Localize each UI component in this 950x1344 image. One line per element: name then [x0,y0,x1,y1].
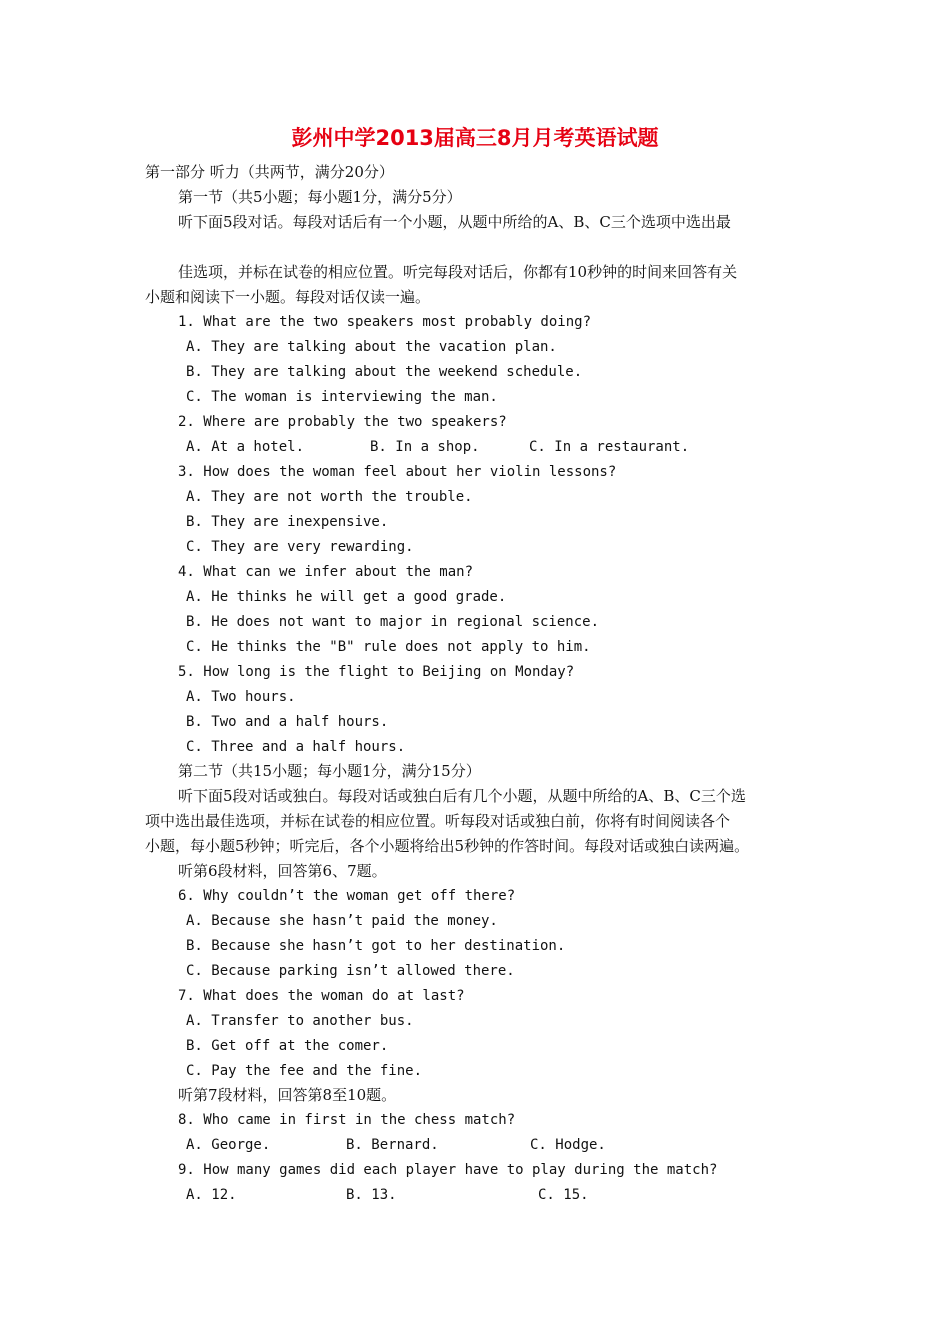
section1-intro-line3: 小题和阅读下一小题。每段对话仅读一遍。 [145,288,431,306]
question-2-option-a: A. At a hotel. [186,439,305,455]
question-2-option-c: C. In a restaurant. [529,439,690,455]
question-7-option-a: A. Transfer to another bus. [186,1013,414,1029]
section1-intro-line2: 佳选项，并标在试卷的相应位置。听完每段对话后，你都有10秒钟的时间来回答有关 [178,263,738,281]
question-6: 6. Why couldn’t the woman get off there? [178,888,516,904]
section2-intro-line2: 项中选出最佳选项，并标在试卷的相应位置。听每段对话或独白前，你将有时间阅读各个 [145,812,731,830]
question-3-option-b: B. They are inexpensive. [186,514,389,530]
section2-intro-line1: 听下面5段对话或独白。每段对话或独白后有几个小题，从题中所给的A、B、C三个选 [178,787,746,805]
question-5-option-a: A. Two hours. [186,689,296,705]
question-3-option-c: C. They are very rewarding. [186,539,414,555]
question-1-option-a: A. They are talking about the vacation plan. [186,339,557,355]
question-6-option-b: B. Because she hasn’t got to her destination. [186,938,566,954]
question-2: 2. Where are probably the two speakers? [178,414,507,430]
question-5-option-c: C. Three and a half hours. [186,739,406,755]
question-3: 3. How does the woman feel about her violin lessons? [178,464,617,480]
question-2-option-b: B. In a shop. [370,439,480,455]
part1-heading: 第一部分 听力（共两节，满分20分） [145,163,394,181]
section1-heading: 第一节（共5小题；每小题1分，满分5分） [178,188,462,206]
question-7-option-c: C. Pay the fee and the fine. [186,1063,423,1079]
exam-title: 彭州中学2013届高三8月月考英语试题 [291,126,659,150]
question-4-option-b: B. He does not want to major in regional science. [186,614,600,630]
question-1-option-b: B. They are talking about the weekend schedule. [186,364,583,380]
question-6-option-c: C. Because parking isn’t allowed there. [186,963,515,979]
question-4-option-c: C. He thinks the "B" rule does not apply to him. [186,639,591,655]
section2-intro-line3: 小题，每小题5秒钟；听完后，各个小题将给出5秒钟的作答时间。每段对话或独白读两遍。 [145,837,750,855]
question-4: 4. What can we infer about the man? [178,564,474,580]
question-3-option-a: A. They are not worth the trouble. [186,489,473,505]
section2-heading: 第二节（共15小题；每小题1分，满分15分） [178,762,481,780]
question-8-option-b: B. Bernard. [346,1137,439,1153]
question-5: 5. How long is the flight to Beijing on Monday? [178,664,575,680]
material-6-instruction: 听第6段材料，回答第6、7题。 [178,862,387,880]
question-7: 7. What does the woman do at last? [178,988,465,1004]
question-8-option-c: C. Hodge. [530,1137,606,1153]
question-9: 9. How many games did each player have to play during the match? [178,1162,718,1178]
question-5-option-b: B. Two and a half hours. [186,714,389,730]
question-1-option-c: C. The woman is interviewing the man. [186,389,498,405]
question-9-option-a: A. 12. [186,1187,237,1203]
question-7-option-b: B. Get off at the comer. [186,1038,389,1054]
question-8: 8. Who came in first in the chess match? [178,1112,516,1128]
question-4-option-a: A. He thinks he will get a good grade. [186,589,507,605]
material-7-instruction: 听第7段材料，回答第8至10题。 [178,1086,397,1104]
section1-intro-line1: 听下面5段对话。每段对话后有一个小题，从题中所给的A、B、C三个选项中选出最 [178,213,731,231]
question-1: 1. What are the two speakers most probably doing? [178,314,592,330]
question-6-option-a: A. Because she hasn’t paid the money. [186,913,498,929]
question-9-option-c: C. 15. [538,1187,589,1203]
question-8-option-a: A. George. [186,1137,271,1153]
question-9-option-b: B. 13. [346,1187,397,1203]
